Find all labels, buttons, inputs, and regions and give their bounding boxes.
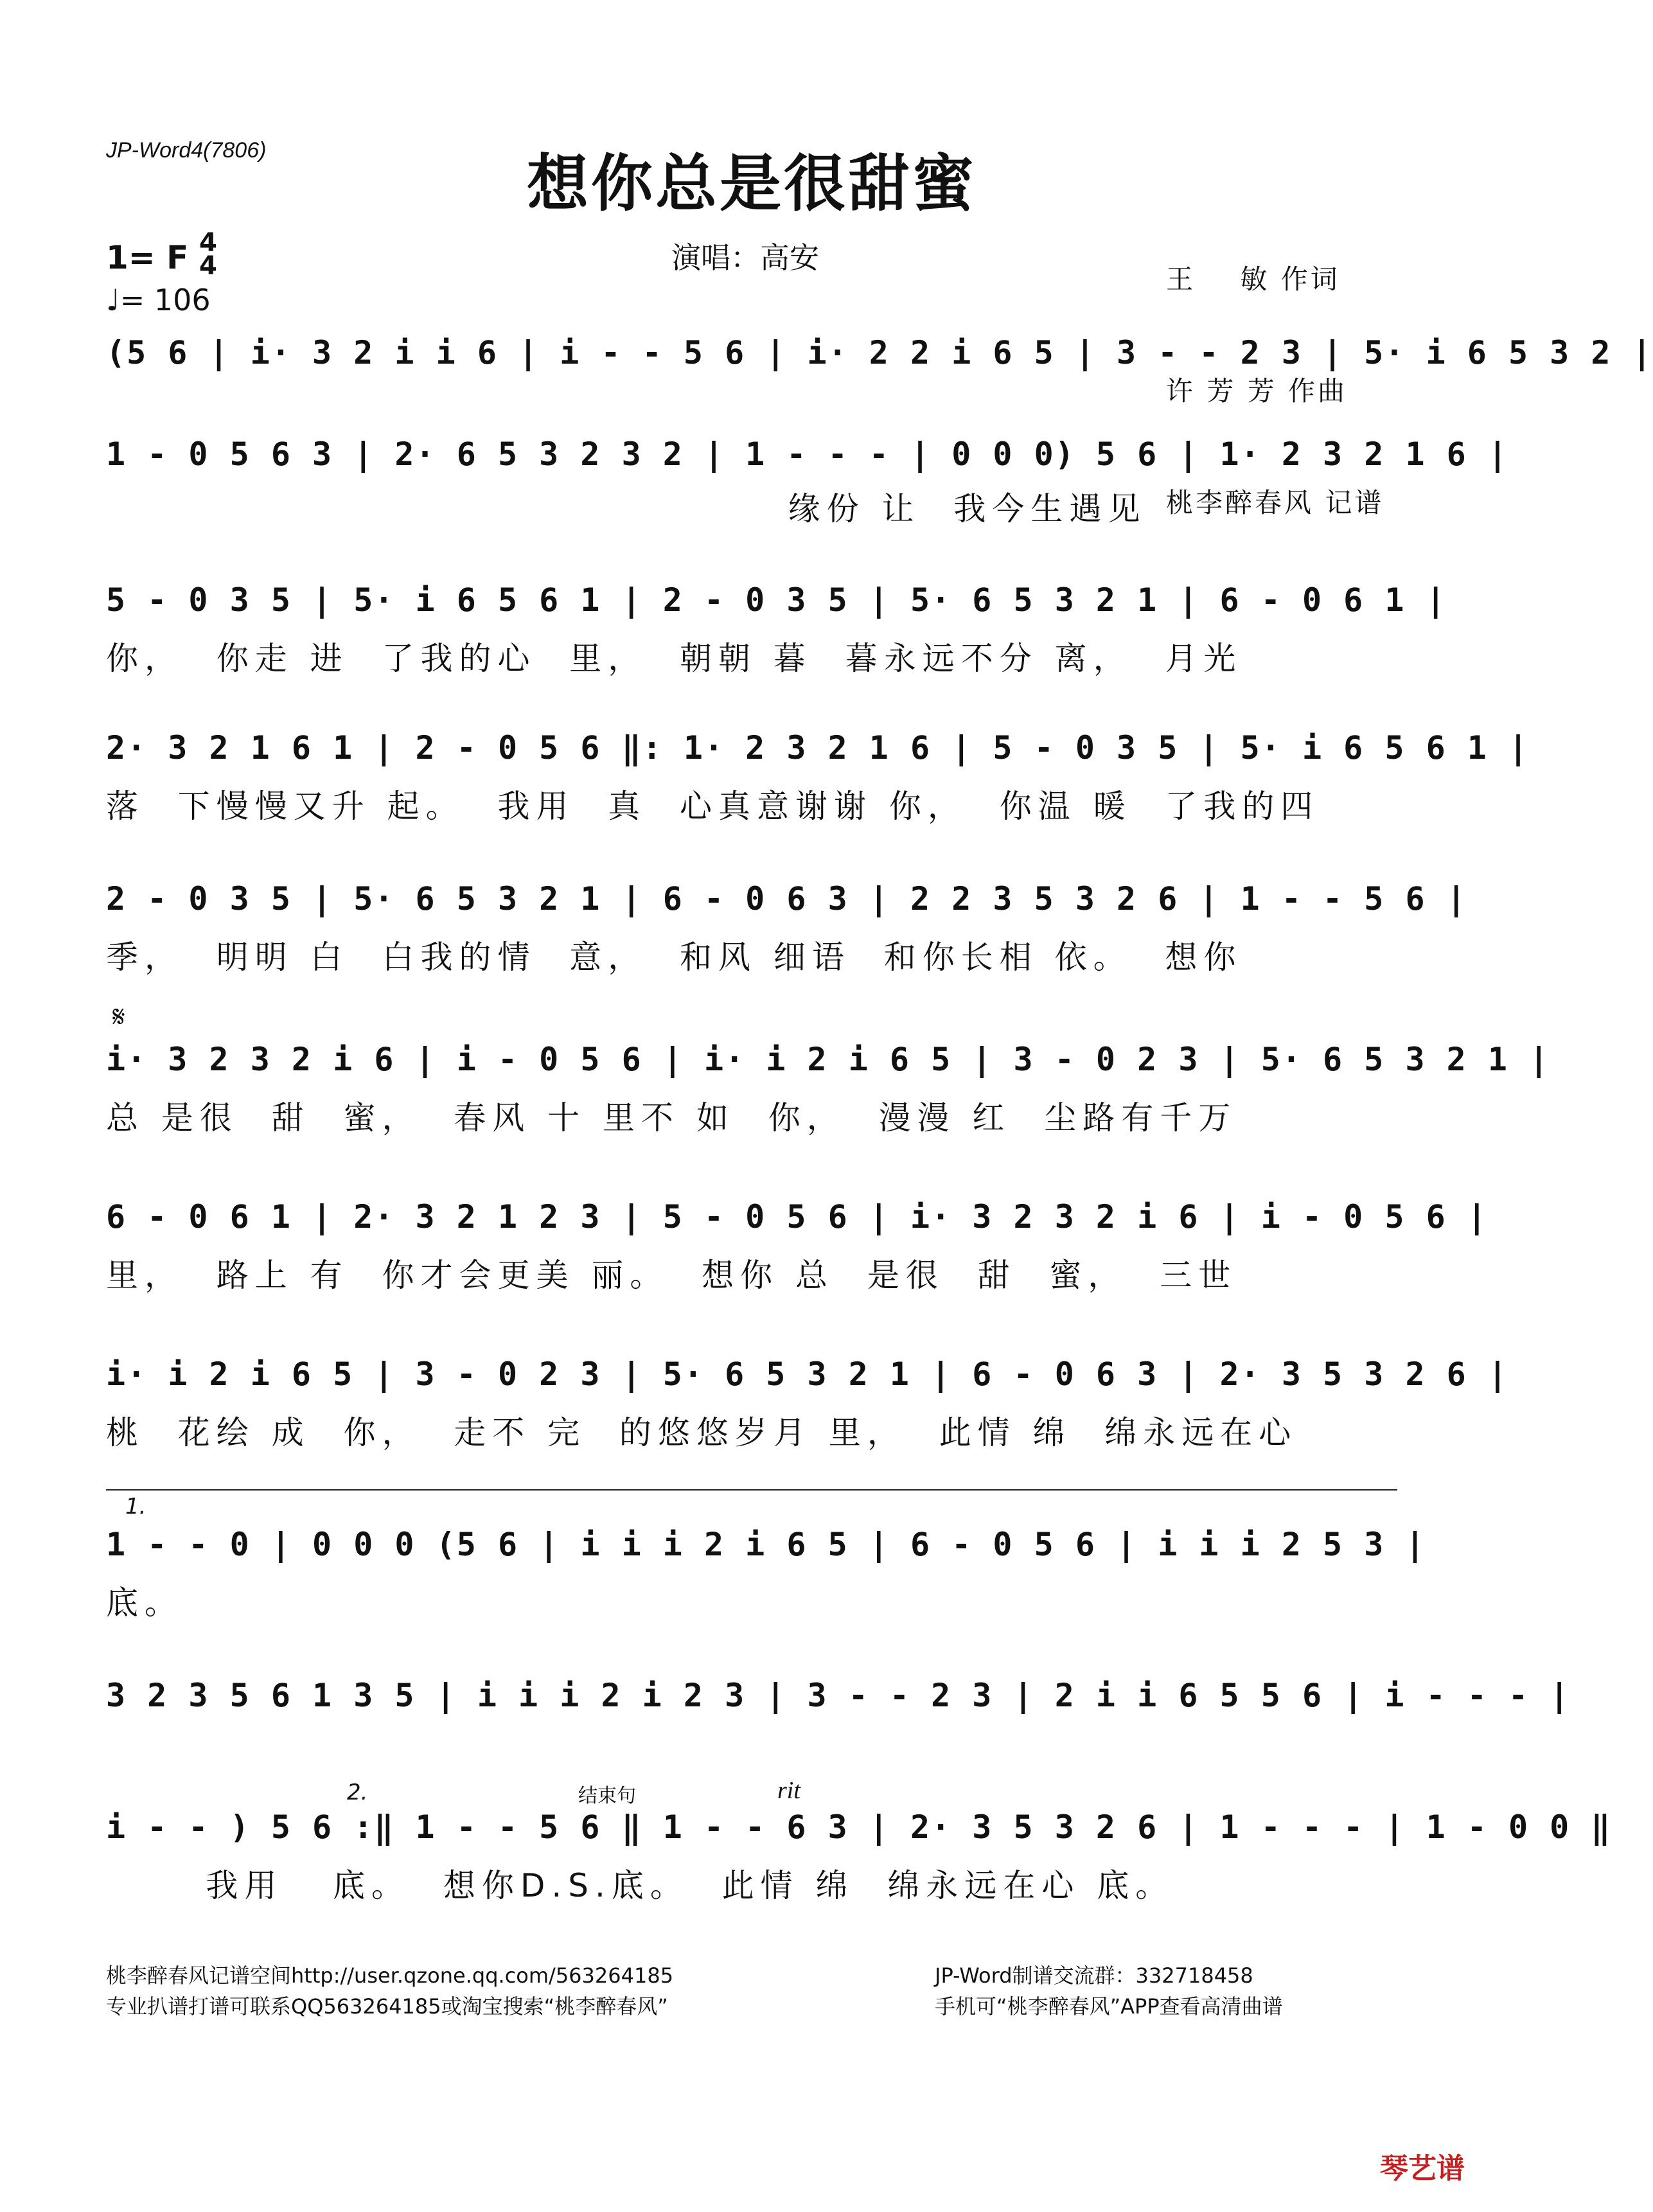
meter-top: 4 [199,228,217,258]
lyric-line-11: 我用 底。 想你D.S.底。 此情 绵 绵永远在心 底。 [106,1867,1174,1904]
lyric-line-5: 季， 明明 白 白我的情 意， 和风 细语 和你长相 依。 想你 [106,939,1242,976]
notation-line-4: 2· 3 2 1 6 1 | 2 - 0 5 6 ‖: 1· 2 3 2 1 6 | 5 - 0 3 5 | 5· i 6 5 6 1 | [106,729,1530,766]
rit-mark: rit [777,1777,800,1804]
credit-transcriber: 桃李醉春风 记谱 [1166,487,1384,518]
footer-left-2: 专业扒谱打谱可联系QQ563264185或淘宝搜索“桃李醉春风” [106,1994,668,2019]
time-signature [199,228,217,281]
footer-right-2: 手机可“桃李醉春风”APP查看高清曲谱 [935,1994,1283,2019]
lyric-line-7: 里， 路上 有 你才会更美 丽。 想你 总 是很 甜 蜜， 三世 [106,1257,1237,1294]
lyric-line-3: 你， 你走 进 了我的心 里， 朝朝 暮 暮永远不分 离， 月光 [106,640,1242,677]
credit-composer: 许 芳 芳 作曲 [1166,375,1348,407]
notation-line-8: i· i 2 i 6 5 | 3 - 0 2 3 | 5· 6 5 3 2 1 | 6 - 0 6 3 | 2· 3 5 3 2 6 | [106,1356,1508,1393]
notation-line-11: i - - ) 5 6 :‖ 1 - - 5 6 ‖ 1 - - 6 3 | 2· 3 5 3 2 6 | 1 - - - | 1 - 0 0 ‖ [106,1809,1612,1846]
lyric-line-2: 缘份 让 我今生遇见 [106,490,1147,527]
ending-label: 结束句 [578,1785,636,1807]
notation-line-3: 5 - 0 3 5 | 5· i 6 5 6 1 | 2 - 0 3 5 | 5· 6 5 3 2 1 | 6 - 0 6 1 | [106,581,1447,619]
lyric-line-8: 桃 花绘 成 你， 走不 完 的悠悠岁月 里， 此情 绵 绵永远在心 [106,1414,1298,1451]
footer-left-1: 桃李醉春风记谱空间http://user.qzone.qq.com/563264185 [106,1963,674,1988]
footer-right-1: JP-Word制谱交流群：332718458 [935,1963,1253,1988]
notation-line-9: 1 - - 0 | 0 0 0 (5 6 | i i i 2 i 6 5 | 6 - 0 5 6 | i i i 2 5 3 | [106,1526,1426,1563]
lyric-line-9: 底。 [106,1584,183,1622]
meter-bottom: 4 [199,251,217,281]
notation-line-1: (5 6 | i· 3 2 i i 6 | i - - 5 6 | i· 2 2 i 6 5 | 3 - - 2 3 | 5· i 6 5 3 2 | [106,334,1653,371]
notation-line-10: 3 2 3 5 6 1 3 5 | i i i 2 i 2 3 | 3 - - 2 3 | 2 i i 6 5 5 6 | i - - - | [106,1677,1571,1714]
volta-bracket-line [106,1489,1397,1491]
tempo-mark: ♩= 106 [106,283,211,317]
notation-line-6: i· 3 2 3 2 i 6 | i - 0 5 6 | i· i 2 i 6 5 | 3 - 0 2 3 | 5· 6 5 3 2 1 | [106,1041,1550,1078]
singer: 演唱：高安 [671,240,819,275]
notation-line-5: 2 - 0 3 5 | 5· 6 5 3 2 1 | 6 - 0 6 3 | 2 2 3 5 3 2 6 | 1 - - 5 6 | [106,880,1467,917]
volta-2-label: 2. [347,1780,368,1805]
notation-line-7: 6 - 0 6 1 | 2· 3 2 1 2 3 | 5 - 0 5 6 | i· 3 2 3 2 i 6 | i - 0 5 6 | [106,1198,1488,1235]
page-title: 想你总是很甜蜜 [527,148,977,220]
segno-sign: 𝄋 [112,999,125,1034]
site-logo: 琴艺谱 [1380,2152,1465,2185]
lyric-line-4: 落 下慢慢又升 起。 我用 真 心真意谢谢 你， 你温 暖 了我的四 [106,788,1320,825]
notation-line-2: 1 - 0 5 6 3 | 2· 6 5 3 2 3 2 | 1 - - - | 0 0 0) 5 6 | 1· 2 3 2 1 6 | [106,436,1508,473]
credit-lyricist: 王 敏 作词 [1166,263,1340,295]
software-label: JP-Word4(7806) [106,138,267,163]
volta-1-label: 1. [125,1494,146,1519]
key-signature: 1= F [106,239,189,276]
lyric-line-6: 总 是很 甜 蜜， 春风 十 里不 如 你， 漫漫 红 尘路有千万 [106,1099,1237,1137]
